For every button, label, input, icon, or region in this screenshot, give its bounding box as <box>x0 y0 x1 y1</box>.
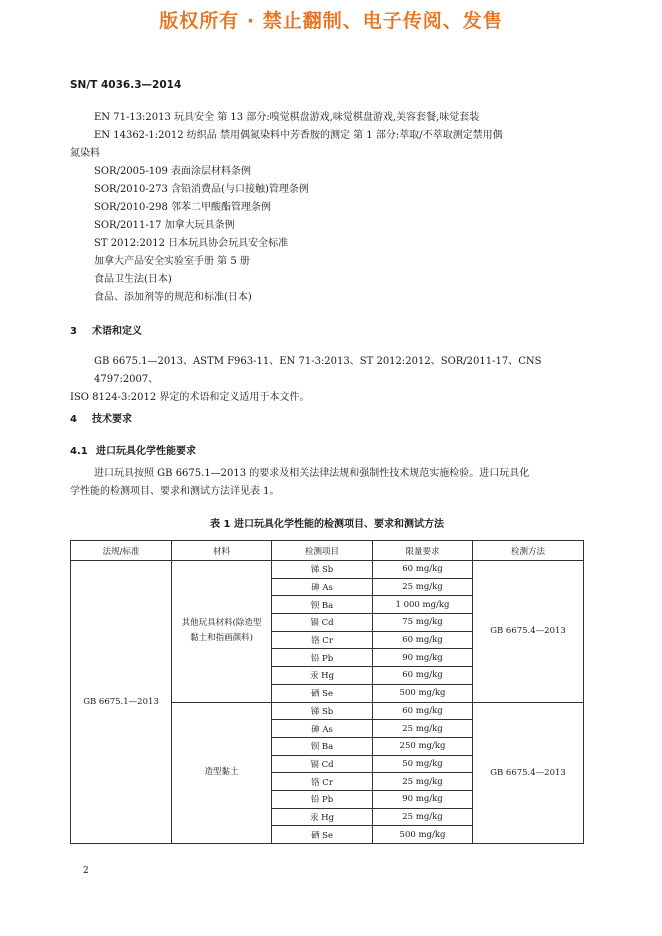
test-item-cell: 锑 Sb <box>272 561 373 579</box>
test-item-cell: 锑 Sb <box>272 702 373 720</box>
limit-cell: 250 mg/kg <box>373 737 473 755</box>
regulation-cell: GB 6675.1—2013 <box>71 561 172 844</box>
limit-cell: 60 mg/kg <box>373 667 473 685</box>
limit-cell: 60 mg/kg <box>373 702 473 720</box>
material-cell: 其他玩具材料(除造型黏土和指画颜料) <box>172 561 272 703</box>
reference-item: 食品卫生法(日本) <box>94 274 172 285</box>
reference-item: 加拿大产品安全实验室手册 第 5 册 <box>94 256 250 267</box>
section-4-1-paragraph: 进口玩具按照 GB 6675.1—2013 的要求及相关法律法规和强制性技术规范实施检验。进口玩具化 学性能的检测项目、要求和测试方法详见表 1。 <box>70 468 530 497</box>
limit-cell: 90 mg/kg <box>373 649 473 667</box>
document-number: SN/T 4036.3—2014 <box>70 79 182 91</box>
header-material: 材料 <box>172 541 272 561</box>
section-title: 术语和定义 <box>92 326 142 337</box>
header-test-item: 检测项目 <box>272 541 373 561</box>
limit-cell: 50 mg/kg <box>373 755 473 773</box>
section-3-paragraph: GB 6675.1—2013、ASTM F963-11、EN 71-3:2013、ST 2012:2012、SOR/2011-17、CNS 4797:2007、 ISO 8124-3:2012 界定的术语和定义适用于本文件。 <box>70 356 542 403</box>
test-item-cell: 汞 Hg <box>272 808 373 826</box>
section-number: 4 <box>70 414 77 425</box>
test-item-cell: 钡 Ba <box>272 596 373 614</box>
limit-cell: 500 mg/kg <box>373 684 473 702</box>
test-item-cell: 铅 Pb <box>272 649 373 667</box>
limit-cell: 500 mg/kg <box>373 826 473 844</box>
test-item-cell: 汞 Hg <box>272 667 373 685</box>
test-item-cell: 镉 Cd <box>272 614 373 632</box>
section-title: 进口玩具化学性能要求 <box>96 446 196 457</box>
test-item-cell: 硒 Se <box>272 826 373 844</box>
reference-item: 食品、添加剂等的规范和标准(日本) <box>94 292 252 303</box>
reference-item: EN 14362-1:2012 纺织品 禁用偶氮染料中芳香胺的测定 第 1 部分:萃取/不萃取测定禁用偶 <box>94 130 503 141</box>
material-cell: 造型黏土 <box>172 702 272 844</box>
test-item-cell: 铬 Cr <box>272 631 373 649</box>
reference-item: SOR/2005-109 表面涂层材料条例 <box>94 166 252 177</box>
section-title: 技术要求 <box>92 414 132 425</box>
reference-item-continuation: 氮染料 <box>70 148 100 159</box>
method-cell: GB 6675.4—2013 <box>473 702 584 844</box>
limit-cell: 75 mg/kg <box>373 614 473 632</box>
header-limit: 限量要求 <box>373 541 473 561</box>
test-item-cell: 钡 Ba <box>272 737 373 755</box>
page-number: 2 <box>83 866 89 876</box>
reference-item: EN 71-13:2013 玩具安全 第 13 部分:嗅觉棋盘游戏,味觉棋盘游戏,美容套餐,味觉套装 <box>94 112 480 123</box>
table-row <box>71 561 584 579</box>
table-header-row <box>71 541 584 561</box>
limit-cell: 1 000 mg/kg <box>373 596 473 614</box>
test-item-cell: 镉 Cd <box>272 755 373 773</box>
limit-cell: 90 mg/kg <box>373 790 473 808</box>
limit-cell: 25 mg/kg <box>373 578 473 596</box>
test-item-cell: 硒 Se <box>272 684 373 702</box>
table-caption: 表 1 进口玩具化学性能的检测项目、要求和测试方法 <box>210 519 444 530</box>
reference-item: ST 2012:2012 日本玩具协会玩具安全标准 <box>94 238 289 249</box>
limit-cell: 60 mg/kg <box>373 631 473 649</box>
test-item-cell: 铬 Cr <box>272 773 373 791</box>
test-item-cell: 铅 Pb <box>272 790 373 808</box>
section-4-heading <box>70 410 132 425</box>
test-item-cell: 砷 As <box>272 720 373 738</box>
header-test-method: 检测方法 <box>473 541 584 561</box>
method-cell: GB 6675.4—2013 <box>473 561 584 703</box>
reference-item: SOR/2011-17 加拿大玩具条例 <box>94 220 235 231</box>
limit-cell: 25 mg/kg <box>373 808 473 826</box>
section-4-1-heading <box>70 442 196 457</box>
reference-item: SOR/2010-273 含铅消费品(与口接触)管理条例 <box>94 184 309 195</box>
limit-cell: 25 mg/kg <box>373 773 473 791</box>
reference-item: SOR/2010-298 邻苯二甲酸酯管理条例 <box>94 202 272 213</box>
copyright-watermark: 版权所有 · 禁止翻制、电子传阅、发售 <box>159 10 503 32</box>
header-regulation: 法规/标准 <box>71 541 172 561</box>
limit-cell: 25 mg/kg <box>373 720 473 738</box>
section-3-heading <box>70 322 142 337</box>
chemical-requirements-table <box>70 540 584 844</box>
limit-cell: 60 mg/kg <box>373 561 473 579</box>
test-item-cell: 砷 As <box>272 578 373 596</box>
section-number: 4.1 <box>70 446 88 457</box>
section-number: 3 <box>70 326 77 337</box>
normative-references <box>70 109 584 307</box>
